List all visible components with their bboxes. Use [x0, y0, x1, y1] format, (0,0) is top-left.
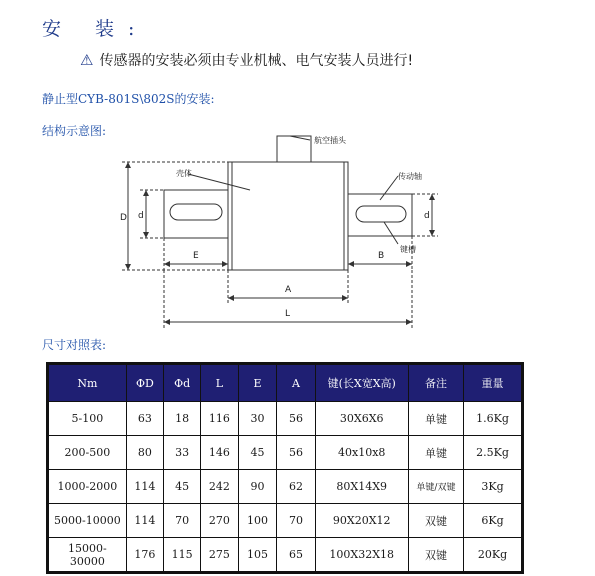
table-row: [48, 504, 523, 538]
cell-L: 116: [201, 402, 238, 436]
cell-note: 单键/双键: [408, 470, 463, 504]
header-note: 备注: [408, 364, 463, 402]
cell-nm: 5000-10000: [48, 504, 127, 538]
header-L: L: [201, 364, 238, 402]
header-A: A: [277, 364, 315, 402]
table-header-row: [48, 364, 523, 402]
dim-d-right-label: d: [424, 211, 430, 221]
cell-weight: 1.6Kg: [464, 402, 523, 436]
housing-label: 壳体: [176, 169, 192, 178]
table-row: [48, 470, 523, 504]
right-keyway-shape: [356, 206, 406, 222]
cell-L: 242: [201, 470, 238, 504]
cell-nm: 15000-30000: [48, 538, 127, 573]
cell-nm: 1000-2000: [48, 470, 127, 504]
table-row: [48, 402, 523, 436]
cell-A: 56: [277, 436, 315, 470]
connector-shape: [277, 136, 311, 162]
model-heading: 静止型CYB-801S\802S的安装:: [42, 92, 215, 106]
cell-D: 114: [126, 470, 163, 504]
cell-key: 40x10x8: [315, 436, 408, 470]
cell-d: 115: [164, 538, 201, 573]
cell-A: 65: [277, 538, 315, 573]
cell-key: 80X14X9: [315, 470, 408, 504]
cell-key: 90X20X12: [315, 504, 408, 538]
header-key: 键(长X宽X高): [315, 364, 408, 402]
header-nm: Nm: [48, 364, 127, 402]
cell-d: 33: [164, 436, 201, 470]
dimension-table: [46, 362, 524, 574]
connector-label: 航空插头: [314, 136, 346, 145]
keyway-label: 键槽: [400, 245, 416, 254]
structure-heading: 结构示意图:: [42, 124, 107, 138]
cell-E: 45: [238, 436, 277, 470]
dim-B-label: B: [378, 251, 385, 261]
cell-L: 146: [201, 436, 238, 470]
warning-triangle-icon: ⚠: [80, 51, 94, 69]
left-keyway-shape: [170, 204, 222, 220]
cell-weight: 3Kg: [464, 470, 523, 504]
cell-L: 275: [201, 538, 238, 573]
cell-nm: 200-500: [48, 436, 127, 470]
cell-note: 单键: [408, 402, 463, 436]
cell-D: 176: [126, 538, 163, 573]
dim-D-label: D: [120, 213, 127, 223]
cell-E: 100: [238, 504, 277, 538]
cell-note: 单键: [408, 436, 463, 470]
cell-D: 114: [126, 504, 163, 538]
cell-E: 30: [238, 402, 277, 436]
cell-d: 45: [164, 470, 201, 504]
cell-weight: 2.5Kg: [464, 436, 523, 470]
cell-key: 30X6X6: [315, 402, 408, 436]
right-shaft-shape: [348, 194, 412, 236]
header-E: E: [238, 364, 277, 402]
cell-A: 56: [277, 402, 315, 436]
cell-nm: 5-100: [48, 402, 127, 436]
cell-E: 90: [238, 470, 277, 504]
dim-d-left-label: d: [138, 211, 144, 221]
cell-d: 70: [164, 504, 201, 538]
header-D: ΦD: [126, 364, 163, 402]
cell-d: 18: [164, 402, 201, 436]
cell-key: 100X32X18: [315, 538, 408, 573]
left-shaft-shape: [164, 190, 228, 238]
cell-D: 80: [126, 436, 163, 470]
header-d: Φd: [164, 364, 201, 402]
table-row: [48, 538, 523, 573]
header-weight: 重量: [464, 364, 523, 402]
shaft-label: 传动轴: [398, 172, 422, 181]
cell-weight: 6Kg: [464, 504, 523, 538]
install-title: 安 装:: [42, 18, 149, 40]
housing-shape: [228, 162, 348, 270]
table-row: [48, 436, 523, 470]
cell-D: 63: [126, 402, 163, 436]
cell-note: 双键: [408, 538, 463, 573]
cell-note: 双键: [408, 504, 463, 538]
cell-A: 62: [277, 470, 315, 504]
cell-weight: 20Kg: [464, 538, 523, 573]
warning-text: 传感器的安装必须由专业机械、电气安装人员进行!: [99, 53, 414, 69]
dim-L-label: L: [285, 309, 291, 319]
table-heading: 尺寸对照表:: [42, 338, 107, 352]
dim-E-label: E: [193, 251, 199, 261]
cell-A: 70: [277, 504, 315, 538]
cell-L: 270: [201, 504, 238, 538]
cell-E: 105: [238, 538, 277, 573]
dim-A-label: A: [285, 285, 292, 295]
